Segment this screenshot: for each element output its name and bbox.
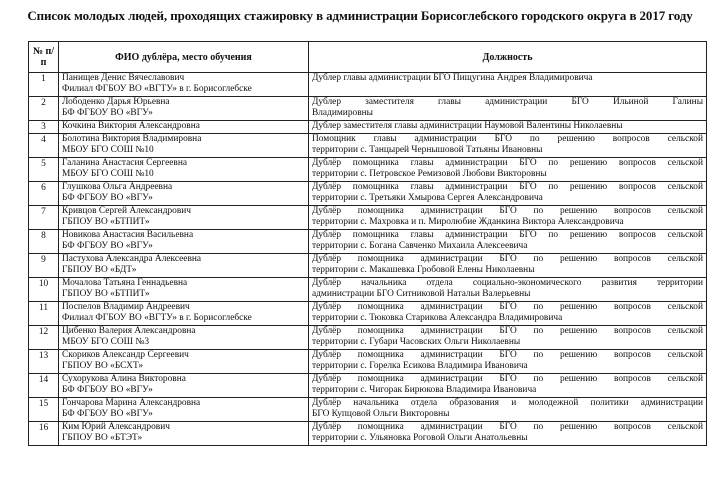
- position-cell: [309, 230, 707, 254]
- intern-name: Галанина Анастасия Сергеевна: [62, 158, 188, 168]
- header-number: № п/п: [29, 42, 59, 73]
- row-number: 11: [29, 302, 59, 326]
- intern-institution: МБОУ БГО СОШ №10: [62, 169, 154, 179]
- position-cell: [309, 254, 707, 278]
- table-row: [29, 278, 707, 302]
- table-row: [29, 350, 707, 374]
- position-line: Дублер главы администрации БГО Пищугина Андрея Владимировича: [312, 73, 593, 83]
- position-cell: [309, 182, 707, 206]
- document-title: Список молодых людей, проходящих стажировку в администрации Борисоглебского городского округа в 2017 году: [27, 8, 693, 23]
- position-line: Дублёр помощника администрации БГО по решению вопросов сельской: [312, 302, 703, 312]
- position-line: территории с. Горелка Есикова Владимира Ивановича: [312, 361, 528, 371]
- position-cell: [309, 374, 707, 398]
- table-row: [29, 121, 707, 134]
- position-line: Дублёр начальника отдела образования и молодежной политики администрации: [312, 398, 703, 408]
- position-cell: [309, 134, 707, 158]
- position-line: территории с. Ульяновка Роговой Ольги Анатольевны: [312, 433, 528, 443]
- position-line: территории с. Богана Савченко Михаила Алексеевича: [312, 241, 528, 251]
- position-line: Дублёр помощника главы администрации БГО по решению вопросов сельской: [312, 230, 703, 240]
- row-number: 7: [29, 206, 59, 230]
- table-row: [29, 206, 707, 230]
- row-number: 13: [29, 350, 59, 374]
- intern-institution: ГБПОУ ВО «БТПИТ»: [62, 217, 150, 227]
- row-number: 12: [29, 326, 59, 350]
- intern-institution: БФ ФГБОУ ВО «ВГУ»: [62, 193, 153, 203]
- position-line: Дублёр помощника администрации БГО по решению вопросов сельской: [312, 374, 703, 384]
- intern-cell: [59, 374, 309, 398]
- row-number: 10: [29, 278, 59, 302]
- table-row: [29, 73, 707, 97]
- intern-cell: [59, 350, 309, 374]
- intern-cell: [59, 302, 309, 326]
- row-number: 2: [29, 97, 59, 121]
- intern-name: Пастухова Александра Алексеевна: [62, 254, 202, 264]
- row-number: 6: [29, 182, 59, 206]
- row-number: 8: [29, 230, 59, 254]
- position-line: Дублёр помощника главы администрации БГО по решению вопросов сельской: [312, 158, 703, 168]
- row-number: 15: [29, 398, 59, 422]
- position-line: территории с. Танцырей Чернышовой Татьяны Ивановны: [312, 145, 543, 155]
- intern-institution: ГБПОУ ВО «БТЭТ»: [62, 433, 143, 443]
- intern-name: Болотина Виктория Владимировна: [62, 134, 202, 144]
- position-line: территории с. Петровское Ремизовой Любови Викторовны: [312, 169, 547, 179]
- position-line: территории с. Махровка и п. Миролюбие Жданкина Виктора Александровича: [312, 217, 624, 227]
- position-cell: [309, 206, 707, 230]
- intern-cell: [59, 254, 309, 278]
- intern-institution: БФ ФГБОУ ВО «ВГУ»: [62, 241, 153, 251]
- intern-name: Панищев Денис Вячеславович: [62, 73, 185, 83]
- intern-institution: ГБПОУ ВО «БТПИТ»: [62, 289, 150, 299]
- position-line: Дублёр помощника администрации БГО по решению вопросов сельской: [312, 326, 703, 336]
- row-number: 5: [29, 158, 59, 182]
- position-line: Дублёр помощника администрации БГО по решению вопросов сельской: [312, 206, 703, 216]
- position-cell: [309, 422, 707, 446]
- position-line: территории с. Тюковка Старикова Александра Владимировича: [312, 313, 563, 323]
- position-cell: [309, 350, 707, 374]
- intern-name: Ким Юрий Александрович: [62, 422, 170, 432]
- row-number: 1: [29, 73, 59, 97]
- intern-cell: [59, 97, 309, 121]
- position-cell: [309, 398, 707, 422]
- intern-institution: Филиал ФГБОУ ВО «ВГТУ» в г. Борисоглебске: [62, 313, 252, 323]
- table-row: [29, 134, 707, 158]
- interns-table: [28, 41, 707, 446]
- position-line: Дублер заместителя главы администрации БГО Ильиной Галины: [312, 97, 703, 107]
- row-number: 14: [29, 374, 59, 398]
- intern-institution: ГБПОУ ВО «БСХТ»: [62, 361, 144, 371]
- intern-cell: [59, 230, 309, 254]
- intern-cell: [59, 182, 309, 206]
- row-number: 16: [29, 422, 59, 446]
- table-row: [29, 182, 707, 206]
- position-line: Дублёр помощника администрации БГО по решению вопросов сельской: [312, 254, 703, 264]
- position-line: Помощник главы администрации БГО по решению вопросов сельской: [312, 134, 703, 144]
- table-row: [29, 230, 707, 254]
- table-body: [29, 73, 707, 446]
- intern-institution: МБОУ БГО СОШ №10: [62, 145, 154, 155]
- table-row: [29, 398, 707, 422]
- intern-name: Мочалова Татьяна Геннадьевна: [62, 278, 188, 288]
- intern-name: Лободенко Дарья Юрьевна: [62, 97, 170, 107]
- intern-cell: [59, 73, 309, 97]
- row-number: 4: [29, 134, 59, 158]
- position-cell: [309, 302, 707, 326]
- intern-name: Глушкова Ольга Андреевна: [62, 182, 173, 192]
- intern-institution: МБОУ БГО СОШ №3: [62, 337, 150, 347]
- intern-cell: [59, 206, 309, 230]
- position-line: территории с. Губари Часовских Ольги Николаевны: [312, 337, 521, 347]
- position-line: территории с. Чигорак Бирюкова Владимира Ивановича: [312, 385, 537, 395]
- intern-cell: [59, 422, 309, 446]
- position-line: администрации БГО Ситниковой Натальи Валерьевны: [312, 289, 531, 299]
- intern-cell: [59, 121, 309, 134]
- table-row: [29, 326, 707, 350]
- intern-cell: [59, 398, 309, 422]
- intern-cell: [59, 326, 309, 350]
- position-line: Дублёр начальника отдела социально-экономического развития территории: [312, 278, 703, 288]
- intern-institution: БФ ФГБОУ ВО «ВГУ»: [62, 409, 153, 419]
- intern-name: Сухорукова Алина Викторовна: [62, 374, 186, 384]
- position-line: Дублёр помощника администрации БГО по решению вопросов сельской: [312, 350, 703, 360]
- position-cell: [309, 121, 707, 134]
- position-cell: [309, 326, 707, 350]
- intern-name: Скориков Александр Сергеевич: [62, 350, 189, 360]
- intern-name: Кочкина Виктория Александровна: [62, 121, 200, 131]
- position-cell: [309, 73, 707, 97]
- position-line: территории с. Третьяки Хмырова Сергея Александровича: [312, 193, 543, 203]
- intern-cell: [59, 158, 309, 182]
- position-line: Владимировны: [312, 108, 373, 118]
- intern-name: Новикова Анастасия Васильевна: [62, 230, 194, 240]
- intern-cell: [59, 278, 309, 302]
- table-row: [29, 302, 707, 326]
- position-line: Дублер заместителя главы администрации Наумовой Валентины Николаевны: [312, 121, 623, 131]
- position-line: БГО Купцовой Ольги Викторовны: [312, 409, 450, 419]
- table-row: [29, 158, 707, 182]
- intern-institution: БФ ФГБОУ ВО «ВГУ»: [62, 108, 153, 118]
- table-row: [29, 254, 707, 278]
- intern-name: Кривцов Сергей Александрович: [62, 206, 192, 216]
- position-cell: [309, 158, 707, 182]
- table-header-row: [29, 42, 707, 73]
- intern-institution: БФ ФГБОУ ВО «ВГУ»: [62, 385, 153, 395]
- position-cell: [309, 97, 707, 121]
- intern-name: Поспелов Владимир Андреевич: [62, 302, 190, 312]
- table-row: [29, 422, 707, 446]
- position-line: Дублёр помощника администрации БГО по решению вопросов сельской: [312, 422, 703, 432]
- intern-institution: ГБПОУ ВО «БДТ»: [62, 265, 137, 275]
- table-row: [29, 374, 707, 398]
- intern-name: Цибенко Валерия Александровна: [62, 326, 196, 336]
- table-row: [29, 97, 707, 121]
- position-line: территории с. Макашевка Гробовой Елены Николаевны: [312, 265, 535, 275]
- intern-institution: Филиал ФГБОУ ВО «ВГТУ» в г. Борисоглебске: [62, 84, 252, 94]
- header-name: ФИО дублёра, место обучения: [59, 42, 309, 73]
- row-number: 9: [29, 254, 59, 278]
- intern-cell: [59, 134, 309, 158]
- position-cell: [309, 278, 707, 302]
- position-line: Дублёр помощника главы администрации БГО по решению вопросов сельской: [312, 182, 703, 192]
- header-position: Должность: [309, 42, 707, 73]
- intern-name: Гончарова Марина Александровна: [62, 398, 201, 408]
- row-number: 3: [29, 121, 59, 134]
